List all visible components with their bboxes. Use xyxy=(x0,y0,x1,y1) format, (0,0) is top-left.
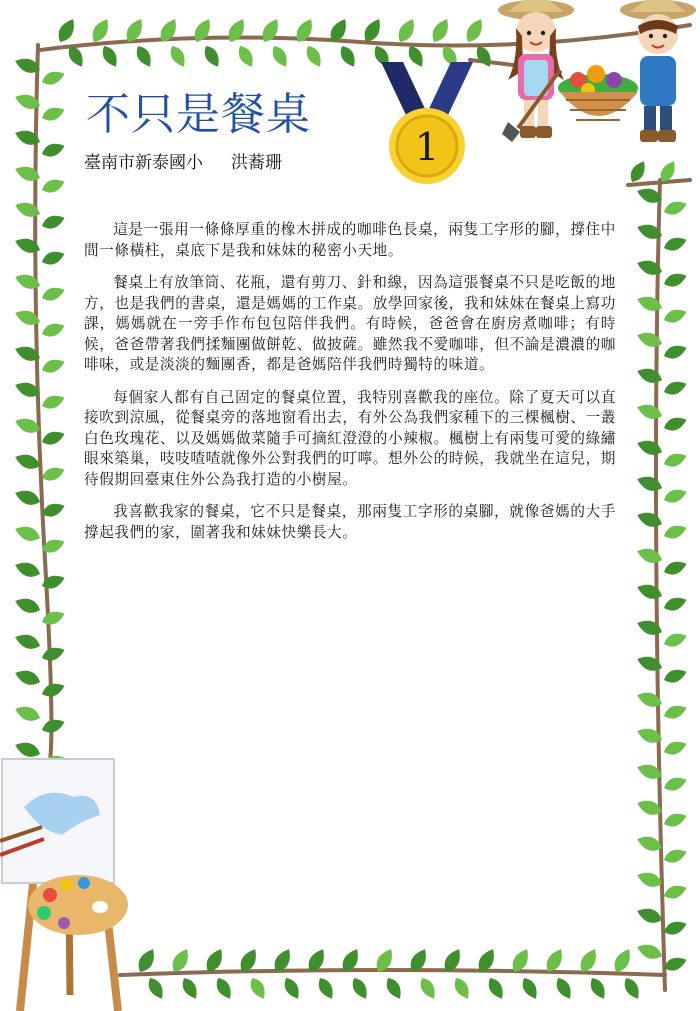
leaf-icon xyxy=(54,16,79,45)
leaf-icon xyxy=(13,235,42,256)
leaf-icon xyxy=(13,559,42,580)
leaf-icon xyxy=(635,941,664,962)
leaf-icon xyxy=(417,975,439,1002)
leaf-icon xyxy=(635,545,664,566)
farmer-children-illustration xyxy=(478,0,700,165)
leaf-icon xyxy=(190,16,215,45)
leaf-icon xyxy=(662,882,689,901)
school-name: 臺南市新泰國小 xyxy=(84,153,203,173)
page-title: 不只是餐桌 xyxy=(86,89,311,140)
leaf-icon xyxy=(428,16,453,45)
leaf-icon xyxy=(662,234,689,253)
leaf-icon xyxy=(635,365,664,386)
leaf-icon xyxy=(662,378,689,397)
leaf-icon xyxy=(662,594,689,613)
leaf-icon xyxy=(451,975,473,1002)
leaf-icon xyxy=(13,199,42,220)
leaf-icon xyxy=(40,284,67,303)
leaf-icon xyxy=(40,140,67,159)
leaf-icon xyxy=(13,163,42,184)
leaf-icon xyxy=(13,667,42,688)
essay-paragraph: 餐桌上有放筆筒、花瓶，還有剪刀、針和線，因為這張餐桌不只是吃飯的地方，也是我們的書桌，還是媽媽的工作桌。放學回家後，我和妹妹在餐桌上寫功課，媽媽就在一旁手作布包包陪伴我們。有時候，爸爸會在廚房煮咖啡；有時候，爸爸帶著我們揉麵團做餅乾、做披薩。雖然我不愛咖啡，但不論是濃濃的咖啡味，或是淡淡的麵團香，都是爸媽陪伴我們時獨特的味道。 xyxy=(84,274,616,373)
leaf-icon xyxy=(635,905,664,926)
leaf-icon xyxy=(662,486,689,505)
leaf-icon xyxy=(662,918,689,937)
essay-body xyxy=(84,220,616,555)
leaf-icon xyxy=(635,437,664,458)
leaf-icon xyxy=(213,975,235,1002)
leaf-icon xyxy=(235,43,257,70)
leaf-icon xyxy=(485,975,507,1002)
leaf-icon xyxy=(258,16,283,45)
essay-paragraph: 每個家人都有自己固定的餐桌位置，我特別喜歡我的座位。除了夏天可以直接吹到涼風，從餐桌旁的落地窗看出去，有外公為我們家種下的三棵楓樹、一叢白色玫瑰花、以及媽媽做菜隨手可摘紅澄澄的小辣椒。楓樹上有兩隻可愛的綠繡眼來築巢，吱吱喳喳就像外公對我們的叮嚀。想外公的時候，我就坐在這兒，期待假期回臺東住外公為我打造的小樹屋。 xyxy=(84,388,616,488)
leaf-icon xyxy=(99,43,121,70)
leaf-icon xyxy=(40,356,67,375)
leaf-icon xyxy=(40,104,67,123)
leaf-icon xyxy=(40,644,67,663)
leaf-icon xyxy=(40,176,67,195)
leaf-icon xyxy=(40,464,67,483)
gold-medal-icon xyxy=(373,60,481,190)
leaf-icon xyxy=(662,666,689,685)
leaf-icon xyxy=(662,702,689,721)
leaf-icon xyxy=(13,523,42,544)
leaf-icon xyxy=(610,946,635,975)
leaf-icon xyxy=(662,198,689,217)
leaf-icon xyxy=(635,617,664,638)
leaf-icon xyxy=(40,428,67,447)
leaf-icon xyxy=(40,608,67,627)
leaf-icon xyxy=(13,703,42,724)
leaf-icon xyxy=(281,975,303,1002)
leaf-icon xyxy=(40,680,67,699)
leaf-icon xyxy=(635,509,664,530)
author-name: 洪蕎珊 xyxy=(231,153,282,173)
leaf-icon xyxy=(201,43,223,70)
leaf-icon xyxy=(662,738,689,757)
leaf-icon xyxy=(635,293,664,314)
leaf-icon xyxy=(394,16,419,45)
medal-number: 1 xyxy=(414,125,440,169)
leaf-icon xyxy=(13,271,42,292)
leaf-icon xyxy=(662,558,689,577)
leaf-icon xyxy=(40,392,67,411)
leaf-icon xyxy=(13,595,42,616)
leaf-icon xyxy=(662,522,689,541)
leaf-icon xyxy=(179,975,201,1002)
leaf-icon xyxy=(40,320,67,339)
leaf-icon xyxy=(662,630,689,649)
leaf-icon xyxy=(635,329,664,350)
leaf-icon xyxy=(303,43,325,70)
essay-paragraph: 我喜歡我家的餐桌，它不只是餐桌，那兩隻工字形的桌腳，就像爸媽的大手撐起我們的家，圍著我和妹妹快樂長大。 xyxy=(84,503,616,541)
leaf-icon xyxy=(635,473,664,494)
leaf-icon xyxy=(337,43,359,70)
leaf-icon xyxy=(553,975,575,1002)
leaf-icon xyxy=(247,975,269,1002)
leaf-icon xyxy=(13,631,42,652)
leaf-icon xyxy=(635,401,664,422)
byline xyxy=(84,148,282,173)
leaf-icon xyxy=(519,975,541,1002)
leaf-icon xyxy=(635,581,664,602)
leaf-icon xyxy=(167,43,189,70)
painting-easel-illustration xyxy=(0,755,140,1011)
leaf-icon xyxy=(587,975,609,1002)
leaf-icon xyxy=(315,975,337,1002)
leaf-icon xyxy=(40,248,67,267)
leaf-icon xyxy=(13,487,42,508)
leaf-icon xyxy=(40,68,67,87)
leaf-icon xyxy=(662,270,689,289)
leaf-icon xyxy=(133,43,155,70)
leaf-icon xyxy=(269,43,291,70)
leaf-icon xyxy=(621,975,643,1002)
leaf-icon xyxy=(145,975,167,1002)
leaf-icon xyxy=(662,846,689,865)
leaf-icon xyxy=(662,342,689,361)
leaf-icon xyxy=(383,975,405,1002)
leaf-icon xyxy=(224,16,249,45)
leaf-icon xyxy=(349,975,371,1002)
leaf-icon xyxy=(40,212,67,231)
leaf-icon xyxy=(662,450,689,469)
leaf-icon xyxy=(635,653,664,674)
leaf-icon xyxy=(662,774,689,793)
leaf-icon xyxy=(662,414,689,433)
leaf-icon xyxy=(662,810,689,829)
essay-paragraph: 這是一張用一條條厚重的橡木拼成的咖啡色長桌，兩隻工字形的腳，撐住中間一條橫柱，桌底下是我和妹妹的秘密小天地。 xyxy=(84,221,616,259)
leaf-icon xyxy=(662,306,689,325)
